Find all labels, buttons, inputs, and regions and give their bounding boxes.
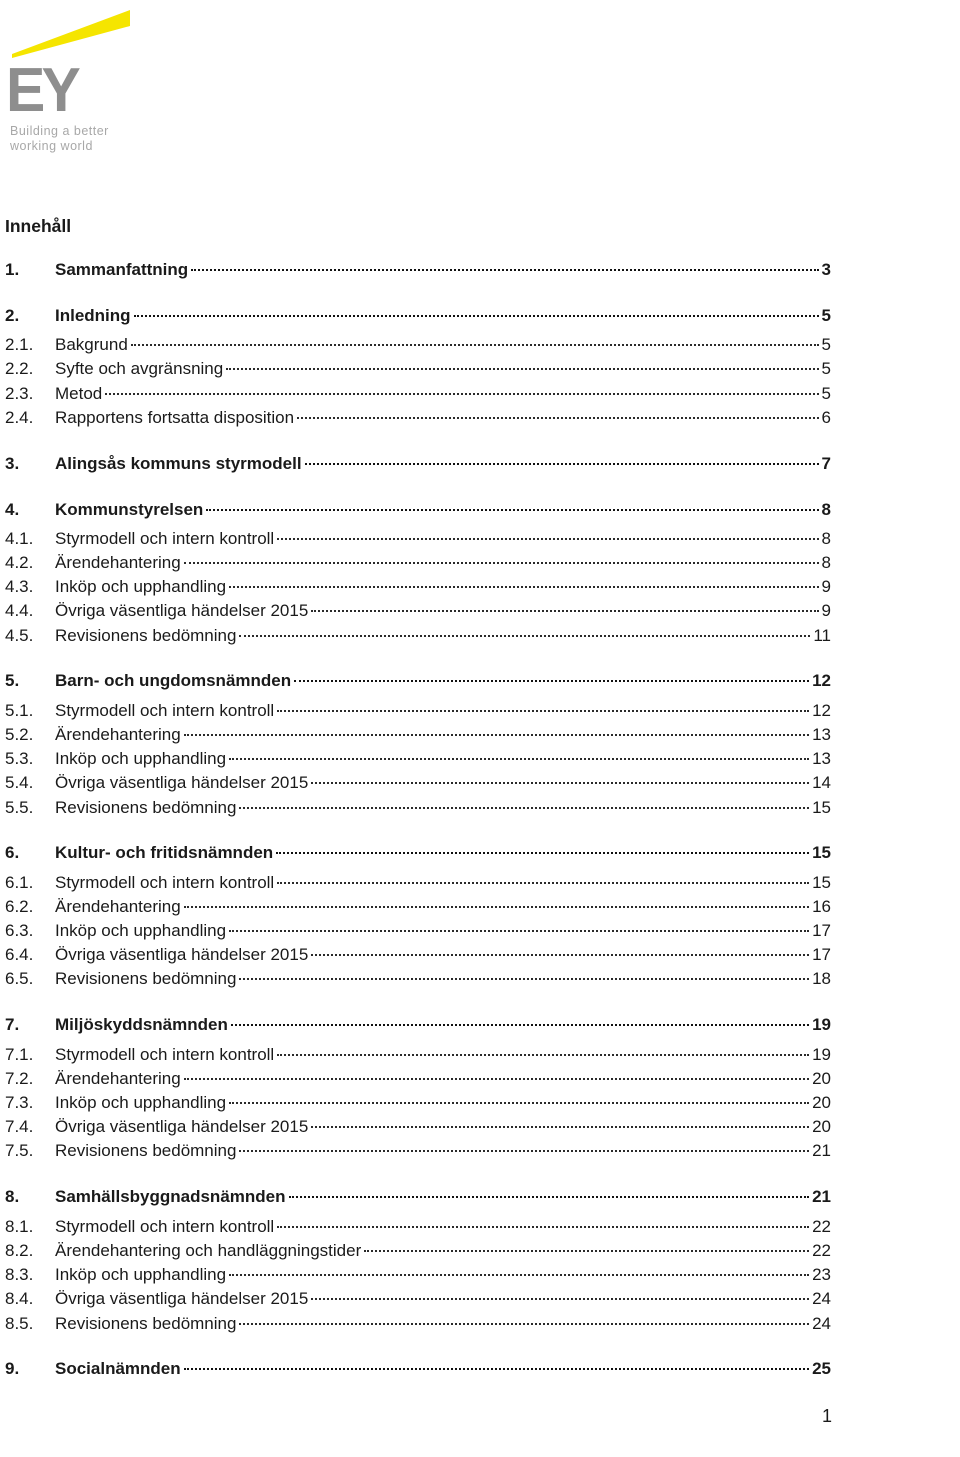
toc-entry-title: Sammanfattning xyxy=(55,260,189,279)
toc-entry[interactable] xyxy=(5,872,831,894)
toc-entry[interactable] xyxy=(5,968,831,990)
toc-entry-title: Inköp och upphandling xyxy=(55,1093,227,1112)
toc-dot-leader xyxy=(229,1102,809,1104)
toc-entry-page: 8 xyxy=(821,529,831,548)
toc-entry[interactable] xyxy=(5,358,831,380)
toc-entry[interactable] xyxy=(5,1068,831,1090)
toc-entry-page: 17 xyxy=(812,921,831,940)
toc-dot-leader xyxy=(276,852,809,854)
toc-entry-page: 5 xyxy=(821,384,831,403)
toc-entry-page: 5 xyxy=(821,359,831,378)
toc-dot-leader xyxy=(184,1078,809,1080)
toc-entry-title: Övriga väsentliga händelser 2015 xyxy=(55,773,309,792)
toc-entry-number: 4.5. xyxy=(5,626,34,645)
toc-dot-leader xyxy=(294,680,809,682)
toc-entry-title: Inledning xyxy=(55,306,131,325)
toc-entry-number: 6.3. xyxy=(5,921,34,940)
toc-entry-page: 12 xyxy=(812,671,831,690)
toc-entry-page: 20 xyxy=(812,1117,831,1136)
toc-entry-number: 8.4. xyxy=(5,1289,34,1308)
toc-entry[interactable] xyxy=(5,797,831,819)
toc-entry[interactable] xyxy=(5,772,831,794)
toc-entry-number: 7. xyxy=(5,1015,20,1034)
toc-entry-page: 9 xyxy=(821,577,831,596)
toc-entry[interactable] xyxy=(5,1288,831,1310)
toc-entry-page: 11 xyxy=(813,626,831,645)
toc-dot-leader xyxy=(184,734,809,736)
toc-entry-page: 16 xyxy=(812,897,831,916)
toc-entry-title: Ärendehantering xyxy=(55,553,181,572)
logo-tagline-line2: working world xyxy=(10,139,93,153)
toc-entry-title: Styrmodell och intern kontroll xyxy=(55,1217,275,1236)
toc-entry-page: 7 xyxy=(821,454,831,473)
toc-entry-number: 6.5. xyxy=(5,969,34,988)
toc-entry-title: Styrmodell och intern kontroll xyxy=(55,529,275,548)
toc-entry-page: 13 xyxy=(812,749,831,768)
logo-tagline xyxy=(10,124,109,154)
toc-dot-leader xyxy=(184,1368,809,1370)
toc-entry[interactable] xyxy=(5,1092,831,1114)
toc-entry[interactable] xyxy=(5,670,831,692)
toc-entry-page: 18 xyxy=(812,969,831,988)
toc-entry-page: 6 xyxy=(821,408,831,427)
toc-entry-title: Inköp och upphandling xyxy=(55,1265,227,1284)
toc-entry[interactable] xyxy=(5,1264,831,1286)
toc-entry[interactable] xyxy=(5,334,831,356)
toc-dot-leader xyxy=(131,344,819,346)
logo-tagline-line1: Building a better xyxy=(10,124,109,138)
toc-entry-number: 1. xyxy=(5,260,20,279)
toc-entry-title: Inköp och upphandling xyxy=(55,921,227,940)
toc-entry-page: 24 xyxy=(812,1289,831,1308)
toc-entry-page: 14 xyxy=(812,773,831,792)
toc-entry-title: Revisionens bedömning xyxy=(55,1314,237,1333)
toc-dot-leader xyxy=(364,1250,809,1252)
toc-entry-title: Styrmodell och intern kontroll xyxy=(55,701,275,720)
page-number: 1 xyxy=(821,1406,832,1426)
toc-entry-title: Kultur- och fritidsnämnden xyxy=(55,843,274,862)
toc-entry[interactable] xyxy=(5,1014,831,1036)
toc-entry[interactable] xyxy=(5,1116,831,1138)
toc-dot-leader xyxy=(239,978,809,980)
toc-dot-leader xyxy=(231,1024,809,1026)
toc-entry-page: 22 xyxy=(812,1217,831,1236)
toc-entry-number: 5.1. xyxy=(5,701,34,720)
toc-dot-leader xyxy=(239,1323,809,1325)
toc-entry-title: Revisionens bedömning xyxy=(55,626,237,645)
toc-entry-title: Alingsås kommuns styrmodell xyxy=(55,454,302,473)
toc-entry-number: 4.1. xyxy=(5,529,34,548)
toc-entry-title: Samhällsbyggnadsnämnden xyxy=(55,1187,286,1206)
toc-entry-title: Inköp och upphandling xyxy=(55,749,227,768)
toc-entry-page: 8 xyxy=(821,500,831,519)
toc-entry-title: Miljöskyddsnämnden xyxy=(55,1015,228,1034)
toc-dot-leader xyxy=(239,807,809,809)
toc-heading: Innehåll xyxy=(5,216,72,236)
toc-dot-leader xyxy=(277,1226,809,1228)
toc-entry-page: 15 xyxy=(812,873,831,892)
toc-entry-title: Bakgrund xyxy=(55,335,128,354)
toc-entry-number: 4.2. xyxy=(5,553,34,572)
toc-entry-page: 19 xyxy=(812,1045,831,1064)
toc-entry-number: 8. xyxy=(5,1187,20,1206)
toc-dot-leader xyxy=(184,906,809,908)
toc-entry-number: 9. xyxy=(5,1359,20,1378)
toc-entry-number: 7.3. xyxy=(5,1093,34,1112)
toc-entry[interactable] xyxy=(5,944,831,966)
toc-entry[interactable] xyxy=(5,1216,831,1238)
toc-entry-number: 5.4. xyxy=(5,773,34,792)
toc-entry[interactable] xyxy=(5,724,831,746)
toc-entry[interactable] xyxy=(5,453,831,475)
toc-dot-leader xyxy=(311,1126,809,1128)
toc-dot-leader xyxy=(226,368,818,370)
toc-entry-page: 13 xyxy=(812,725,831,744)
toc-entry-number: 8.3. xyxy=(5,1265,34,1284)
toc-dot-leader xyxy=(289,1196,810,1198)
toc-entry[interactable] xyxy=(5,1140,831,1162)
toc-entry-number: 2.1. xyxy=(5,335,34,354)
toc-dot-leader xyxy=(311,782,809,784)
toc-dot-leader xyxy=(277,1054,809,1056)
toc-entry-number: 7.2. xyxy=(5,1069,34,1088)
toc-entry-title: Ärendehantering och handläggningstider xyxy=(55,1241,362,1260)
toc-entry-page: 17 xyxy=(812,945,831,964)
toc-entry-page: 23 xyxy=(812,1265,831,1284)
toc-dot-leader xyxy=(311,610,818,612)
toc-entry-number: 5.2. xyxy=(5,725,34,744)
toc-entry-number: 8.1. xyxy=(5,1217,34,1236)
toc-entry-page: 24 xyxy=(812,1314,831,1333)
toc-entry-number: 4.3. xyxy=(5,577,34,596)
toc-entry-number: 2. xyxy=(5,306,20,325)
toc-entry-page: 5 xyxy=(821,335,831,354)
toc-entry-page: 20 xyxy=(812,1069,831,1088)
toc-entry-number: 4. xyxy=(5,500,20,519)
toc-dot-leader xyxy=(105,393,818,395)
toc-entry-title: Syfte och avgränsning xyxy=(55,359,224,378)
toc-dot-leader xyxy=(297,417,818,419)
toc-entry[interactable] xyxy=(5,552,831,574)
toc-entry[interactable] xyxy=(5,600,831,622)
toc-entry-number: 8.2. xyxy=(5,1241,34,1260)
toc-entry[interactable] xyxy=(5,700,831,722)
toc-dot-leader xyxy=(277,538,818,540)
toc-dot-leader xyxy=(229,1274,809,1276)
logo-letters: EY xyxy=(6,56,77,125)
toc-entry-title: Rapportens fortsatta disposition xyxy=(55,408,295,427)
toc-entry[interactable] xyxy=(5,748,831,770)
toc-entry-number: 6.4. xyxy=(5,945,34,964)
toc-entry-page: 19 xyxy=(812,1015,831,1034)
toc-entry-number: 2.3. xyxy=(5,384,34,403)
toc-entry[interactable] xyxy=(5,896,831,918)
toc-entry-title: Övriga väsentliga händelser 2015 xyxy=(55,601,309,620)
toc-dot-leader xyxy=(206,509,818,511)
toc-entry-title: Revisionens bedömning xyxy=(55,798,237,817)
toc-dot-leader xyxy=(239,1150,809,1152)
toc-entry-page: 12 xyxy=(812,701,831,720)
toc-entry-title: Revisionens bedömning xyxy=(55,1141,237,1160)
toc-entry[interactable] xyxy=(5,1358,831,1380)
toc-entry[interactable] xyxy=(5,305,831,327)
toc-entry[interactable] xyxy=(5,920,831,942)
toc-entry-number: 5.5. xyxy=(5,798,34,817)
toc-entry-number: 5.3. xyxy=(5,749,34,768)
toc-dot-leader xyxy=(191,269,818,271)
toc-entry[interactable] xyxy=(5,1240,831,1262)
toc-entry-number: 5. xyxy=(5,671,20,690)
toc-entry-number: 8.5. xyxy=(5,1314,34,1333)
toc-entry-number: 6.2. xyxy=(5,897,34,916)
toc-entry-page: 15 xyxy=(812,798,831,817)
toc-entry[interactable] xyxy=(5,842,831,864)
toc-entry-title: Övriga väsentliga händelser 2015 xyxy=(55,1117,309,1136)
toc-entry-number: 2.4. xyxy=(5,408,34,427)
toc-entry-number: 2.2. xyxy=(5,359,34,378)
toc-entry-number: 7.1. xyxy=(5,1045,34,1064)
toc-entry[interactable] xyxy=(5,625,831,647)
toc-dot-leader xyxy=(184,562,819,564)
toc-entry[interactable] xyxy=(5,1044,831,1066)
ey-logo xyxy=(4,6,134,156)
toc-entry-title: Kommunstyrelsen xyxy=(55,500,204,519)
toc-entry-title: Ärendehantering xyxy=(55,1069,181,1088)
toc-entry-number: 7.5. xyxy=(5,1141,34,1160)
toc-entry-title: Ärendehantering xyxy=(55,897,181,916)
toc-dot-leader xyxy=(229,930,809,932)
toc-entry[interactable] xyxy=(5,259,831,281)
toc-entry[interactable] xyxy=(5,576,831,598)
toc-entry-page: 3 xyxy=(821,260,831,279)
toc-entry[interactable] xyxy=(5,1313,831,1335)
toc-entry[interactable] xyxy=(5,407,831,429)
toc-entry-title: Styrmodell och intern kontroll xyxy=(55,873,275,892)
toc-entry-title: Revisionens bedömning xyxy=(55,969,237,988)
toc-dot-leader xyxy=(229,586,818,588)
toc-entry-number: 6. xyxy=(5,843,20,862)
toc-entry-page: 25 xyxy=(812,1359,831,1378)
toc-dot-leader xyxy=(239,635,810,637)
toc-entry-number: 3. xyxy=(5,454,20,473)
toc-entry-title: Socialnämnden xyxy=(55,1359,181,1378)
toc-entry-page: 20 xyxy=(812,1093,831,1112)
toc-entry-page: 8 xyxy=(821,553,831,572)
toc-entry-page: 9 xyxy=(821,601,831,620)
toc-entry-title: Ärendehantering xyxy=(55,725,181,744)
toc-entry-title: Övriga väsentliga händelser 2015 xyxy=(55,1289,309,1308)
toc-entry-number: 6.1. xyxy=(5,873,34,892)
toc-dot-leader xyxy=(229,758,809,760)
toc-entry-page: 21 xyxy=(812,1187,831,1206)
toc-dot-leader xyxy=(134,315,819,317)
toc-entry-title: Barn- och ungdomsnämnden xyxy=(55,671,292,690)
toc-dot-leader xyxy=(311,1298,809,1300)
toc-entry-title: Styrmodell och intern kontroll xyxy=(55,1045,275,1064)
toc-entry-page: 22 xyxy=(812,1241,831,1260)
toc-entry-number: 7.4. xyxy=(5,1117,34,1136)
toc-entry[interactable] xyxy=(5,499,831,521)
toc-entry[interactable] xyxy=(5,528,831,550)
toc-dot-leader xyxy=(277,882,809,884)
toc-entry-number: 4.4. xyxy=(5,601,34,620)
toc-entry[interactable] xyxy=(5,383,831,405)
toc-entry-title: Metod xyxy=(55,384,103,403)
toc-entry-page: 15 xyxy=(812,843,831,862)
toc-entry-page: 5 xyxy=(821,306,831,325)
toc-entry-title: Inköp och upphandling xyxy=(55,577,227,596)
toc-entry[interactable] xyxy=(5,1186,831,1208)
toc-dot-leader xyxy=(305,463,819,465)
toc-entry-title: Övriga väsentliga händelser 2015 xyxy=(55,945,309,964)
toc-entry-page: 21 xyxy=(812,1141,831,1160)
toc-dot-leader xyxy=(277,710,809,712)
toc-dot-leader xyxy=(311,954,809,956)
